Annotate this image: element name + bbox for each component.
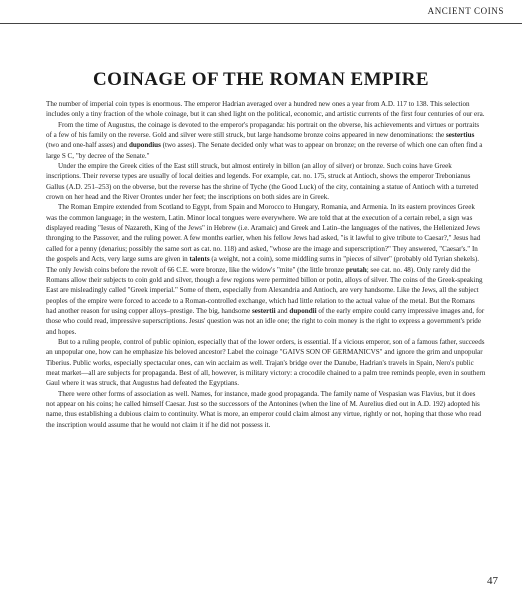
text-run: and [275, 306, 290, 315]
page-title: COINAGE OF THE ROMAN EMPIRE [93, 68, 429, 90]
article-body [46, 99, 486, 430]
term-prutah: prutah [345, 265, 367, 274]
text-run: From the time of Augustus, the coinage is devoted to the emperor's propaganda: his portrait on the obverse, his achievements and virtues or portraits of a few of his family on the reverse. Gold and silver were still struck, but large handsome bronze coins appeared in new denominations: the [46, 120, 480, 140]
text-run: Under the empire the Greek cities of the East still struck, but almost entirely in billon (an alloy of silver) or bronze. Such coins have Greek inscriptions. Their reverse types are usually of local deities and legends. For example, cat. no. 175, struck at Antioch, shows the emperor Trebonianus Gallus (A.D. 251–253) on the obverse, but the reverse has the shrine of Tyche (the Good Luck) of the city, containing a statue of Antioch with a turreted crown on her head and the River Orontes under her feet; the inscriptions on both sides are in Greek. [46, 162, 479, 202]
text-run: (a weight, not a coin), some middling sums in "pieces of silver" (probably old Tyrian shekels). The only Jewish coins before the revolt of 66 C.E. were bronze, like the widow's "mite" (the little bronze [46, 255, 479, 274]
page-number: 47 [487, 575, 498, 587]
paragraph [46, 120, 486, 161]
paragraph [46, 99, 486, 120]
text-run: But to a ruling people, control of public opinion, especially that of the lower orders, is essential. If a vicious emperor, son of a famous father, succeeds an unpopular one, how can he emphasize his beloved ancestor? Label the coinage "GAIVS SON OF GERMANICVS" and ignore the grim and unpopular Tiberius. Public works, especially spectacular ones, can win acclaim as well. Trajan's bridge over the Danube, Hadrian's travels in Spain, Nero's public meat market—all are subjects for propaganda. Best of all, however, is military victory: a crocodile chained to a palm tree reminds people, even in southern Gaul where it was struck, that Augustus had defeated the Egyptians. [46, 337, 486, 388]
paragraph [46, 337, 486, 389]
term-sestertii: sestertii [251, 306, 276, 315]
term-dupondius: dupondius [128, 141, 161, 150]
paragraph [46, 202, 486, 336]
text-run: The number of imperial coin types is enormous. The emperor Hadrian averaged over a hundred new ones a year from A.D. 117 to 138. This selection includes only a tiny fraction of the whole coinage, but it can shed light on the political, economic, and artistic currents of the first four centuries of our era. [46, 100, 485, 119]
paragraph [46, 161, 486, 202]
term-sestertius: sestertius [445, 131, 475, 140]
term-talents: talents [189, 255, 210, 264]
term-dupondii: dupondii [289, 306, 317, 315]
text-run: (two asses). The Senate decided only what was to appear on bronze; on the reverse of which one can often find a large S C, "by decree of the Senate." [46, 141, 483, 160]
text-run: (two and one-half asses) and [46, 141, 129, 150]
paragraph [46, 389, 486, 430]
header-rule [0, 23, 522, 24]
text-run: The Roman Empire extended from Scotland to Egypt, from Spain and Morocco to Hungary, Romania, and Armenia. In its eastern provinces Greek was the common language; in the western, Latin. Minor local tongues were everywhere. We are told that at the execution of a certain rebel, a sign was displayed reading "Iesus of Nazareth, King of the Jews" in Hebrew (i.e. Aramaic) and Greek and Latin–the languages of the natives, the Hellenized Jews thronging to the Passover, and the ruling power. A few months earlier, when his fellow Jews had asked, "is it lawful to give tribute to Caesar?," Jesus had called for a penny (denarius; possibly the same sort as cat. no. 118) and asked, "whose are the image and superscription?" They answered, "Caesar's." In the gospels and Acts, very large sums are given in [46, 203, 481, 264]
text-run: There were other forms of association as well. Names, for instance, made good propaganda. The family name of Vespasian was Flavius, but it does not appear on his coins; he called himself Caesar. Just so the successors of the Antonines (when the line of M. Aurelius died out in A.D. 192) adopted his name, thus establishing a dubious claim to continuity. What is more, an emperor could claim almost any virtue, rightly or not, hoping that those who read the inscription would assume that he would not claim it if he did not possess it. [46, 389, 482, 429]
text-run: of the early empire could carry impressive images and, for those who could read, impressive superscriptions. Jesus' question was not an idle one; the right to coin money is the right to express a government's pride and hopes. [46, 306, 485, 336]
text-run: ; see cat. no. 48). Only rarely did the Romans allow their subjects to coin gold and silver, though a few regions were permitted billon or potin, alloys of silver. The coins of the Greek-speaking East are misleadingly called "Greek imperial." Some of them, especially from Alexandria and Antioch, are very handsome. Like the Jews, all the subject peoples of the empire were forced to accede to a Roman-controlled exchange, which had little relation to the actual value of the metal. But the Romans had another reason for using copper alloys–prestige. The big, handsome [46, 265, 483, 315]
running-head: ANCIENT COINS [427, 6, 504, 16]
